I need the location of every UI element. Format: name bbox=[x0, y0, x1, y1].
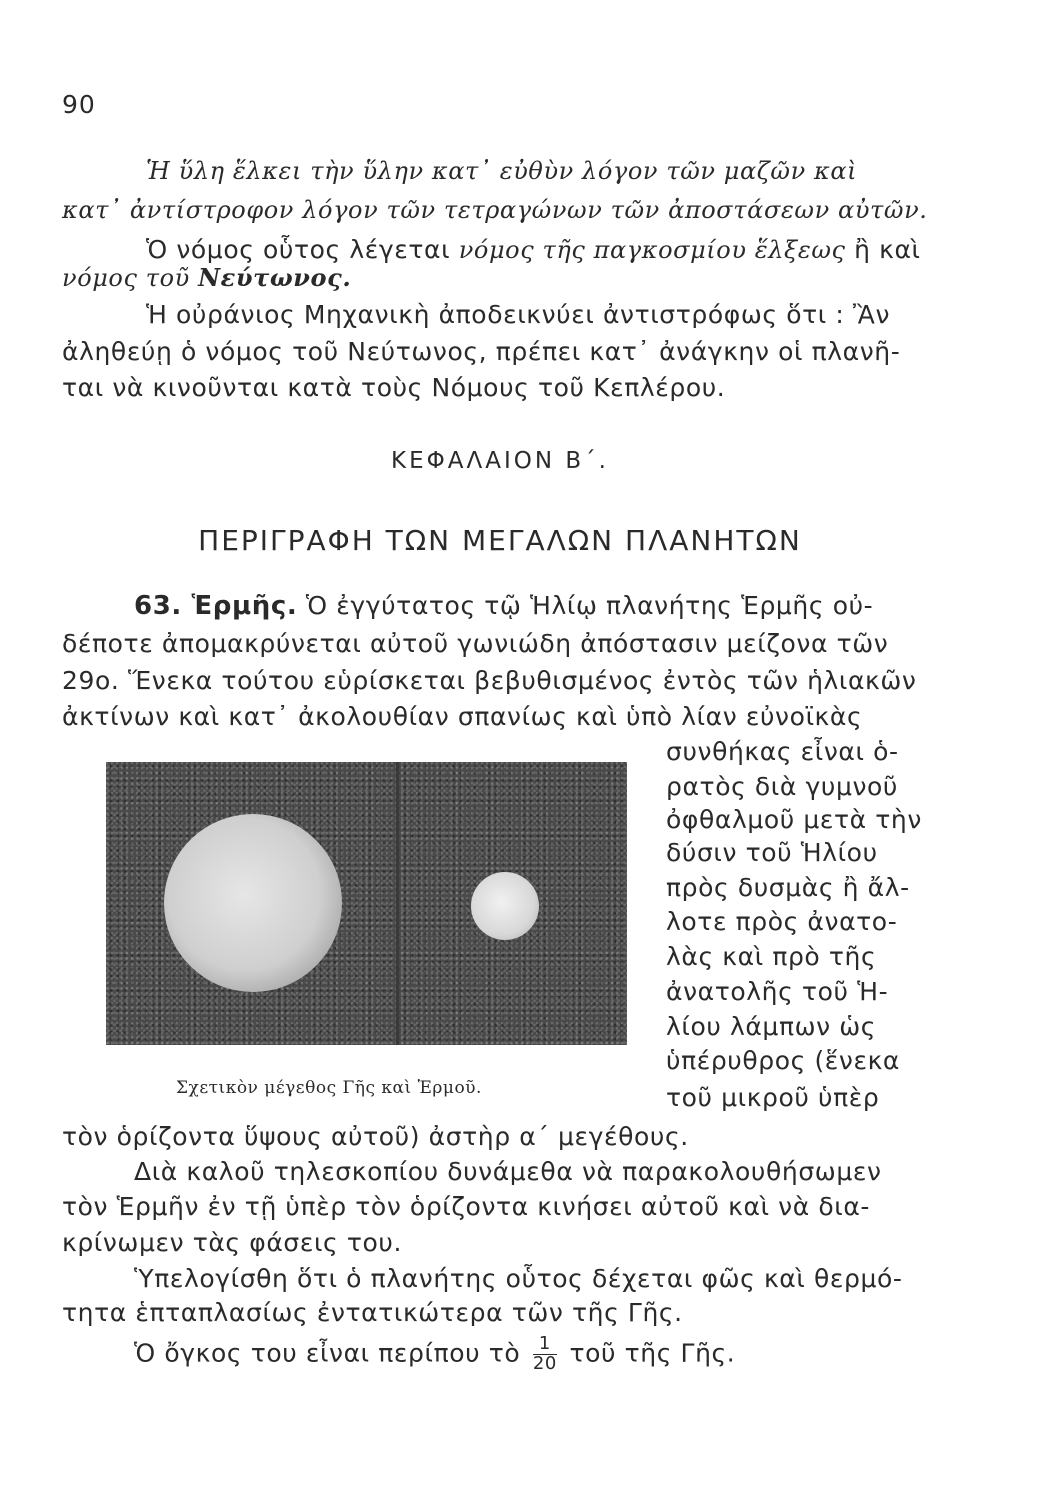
after-line-3: τὸν Ἑρμῆν ἐν τῇ ὑπὲρ τὸν ὁρίζοντα κινήσει αὐτοῦ καὶ νὰ δια- bbox=[62, 1192, 871, 1221]
earth-disc bbox=[164, 814, 342, 992]
law-name-newton-b: Νεύτωνος. bbox=[198, 263, 352, 292]
wrap-line-8: ἀνατολῆς τοῦ Ἡ- bbox=[666, 977, 889, 1006]
earth-mercury-figure bbox=[106, 762, 627, 1045]
law-statement-line-2: κατ᾽ ἀντίστροφον λόγον τῶν τετραγώνων τῶν ἀποστάσεων αὐτῶν. bbox=[62, 196, 928, 224]
wrap-line-4: δύσιν τοῦ Ἡλίου bbox=[666, 838, 878, 867]
wrap-line-11: τοῦ μικροῦ ὑπὲρ bbox=[666, 1083, 880, 1112]
page-number: 90 bbox=[62, 90, 96, 119]
volume-fraction-numerator: 1 bbox=[533, 1335, 557, 1355]
mercury-disc bbox=[471, 872, 539, 940]
wrap-line-9: λίου λάμπων ὡς bbox=[666, 1012, 877, 1041]
law-name-universal-gravitation: νόμος τῆς παγκοσμίου ἕλξεως bbox=[458, 236, 846, 264]
mechanics-line-3: ται νὰ κινοῦνται κατὰ τοὺς Νόμους τοῦ Κεπλέρου. bbox=[62, 373, 726, 402]
law-name-line-2 bbox=[62, 263, 351, 292]
section-title: 63. Ἑρμῆς. bbox=[134, 591, 298, 621]
volume-fraction bbox=[533, 1335, 557, 1374]
wrap-line-2: ρατὸς διὰ γυμνοῦ bbox=[666, 772, 898, 801]
after-line-1: τὸν ὁρίζοντα ὕψους αὐτοῦ) ἀστὴρ α΄ μεγέθους. bbox=[62, 1122, 689, 1151]
volume-suffix: τοῦ τῆς Γῆς. bbox=[569, 1338, 736, 1368]
section-line-2: δέποτε ἀπομακρύνεται αὐτοῦ γωνιώδη ἀπόστασιν μείζονα τῶν bbox=[62, 629, 889, 658]
wrap-line-5: πρὸς δυσμὰς ἢ ἄλ- bbox=[666, 873, 910, 902]
mechanics-line-1: Ἡ οὐράνιος Μηχανικὴ ἀποδεικνύει ἀντιστρόφως ὅτι : Ἂν bbox=[146, 300, 891, 329]
figure-caption: Σχετικὸν μέγεθος Γῆς καὶ Ἑρμοῦ. bbox=[176, 1078, 482, 1098]
chapter-title: ΠΕΡΙΓΡΑΦΗ ΤΩΝ ΜΕΓΑΛΩΝ ΠΛΑΝΗΤΩΝ bbox=[198, 524, 802, 557]
volume-prefix: Ὁ ὄγκος του εἶναι περίπου τὸ bbox=[134, 1338, 521, 1368]
figure-separator bbox=[396, 762, 399, 1045]
section-line-4: ἀκτίνων καὶ κατ᾽ ἀκολουθίαν σπανίως καὶ ὑπὸ λίαν εὐνοϊκὰς bbox=[62, 702, 863, 731]
law-name-newton-a: νόμος τοῦ bbox=[62, 264, 199, 292]
section-first-line-rest: Ὁ ἐγγύτατος τῷ Ἡλίῳ πλανήτης Ἑρμῆς οὐ- bbox=[297, 591, 874, 620]
volume-line bbox=[134, 1335, 735, 1374]
law-name-middle: ἢ καὶ bbox=[845, 235, 921, 264]
wrap-line-3: ὀφθαλμοῦ μετὰ τὴν bbox=[666, 805, 922, 834]
law-name-prefix: Ὁ νόμος οὗτος λέγεται bbox=[146, 235, 459, 264]
section-first-line bbox=[134, 591, 873, 621]
wrap-line-1: συνθήκας εἶναι ὁ- bbox=[666, 737, 899, 766]
wrap-line-7: λὰς καὶ πρὸ τῆς bbox=[666, 942, 877, 971]
law-name-line-1 bbox=[146, 235, 921, 264]
after-line-2: Διὰ καλοῦ τηλεσκοπίου δυνάμεθα νὰ παρακολουθήσωμεν bbox=[134, 1157, 882, 1186]
chapter-label: ΚΕΦΑΛΑΙΟΝ Β΄. bbox=[391, 448, 609, 474]
after-line-4: κρίνωμεν τὰς φάσεις του. bbox=[62, 1228, 403, 1257]
wrap-line-10: ὑπέρυθρος (ἕνεκα bbox=[666, 1046, 901, 1075]
volume-fraction-denominator: 20 bbox=[532, 1352, 557, 1374]
after-line-5: Ὑπελογίσθη ὅτι ὁ πλανήτης οὗτος δέχεται φῶς καὶ θερμό- bbox=[134, 1264, 903, 1293]
mechanics-line-2: ἀληθεύῃ ὁ νόμος τοῦ Νεύτωνος, πρέπει κατ᾽ ἀνάγκην οἱ πλανῆ- bbox=[62, 337, 901, 366]
wrap-line-6: λοτε πρὸς ἀνατο- bbox=[666, 907, 898, 936]
after-line-6: τητα ἑπταπλασίως ἐντατικώτερα τῶν τῆς Γῆς. bbox=[62, 1298, 683, 1327]
law-statement-line-1: Ἡ ὕλη ἕλκει τὴν ὕλην κατ᾽ εὐθὺν λόγον τῶν μαζῶν καὶ bbox=[146, 157, 858, 185]
section-line-3: 29ο. Ἕνεκα τούτου εὑρίσκεται βεβυθισμένος ἐντὸς τῶν ἡλιακῶν bbox=[62, 666, 917, 695]
